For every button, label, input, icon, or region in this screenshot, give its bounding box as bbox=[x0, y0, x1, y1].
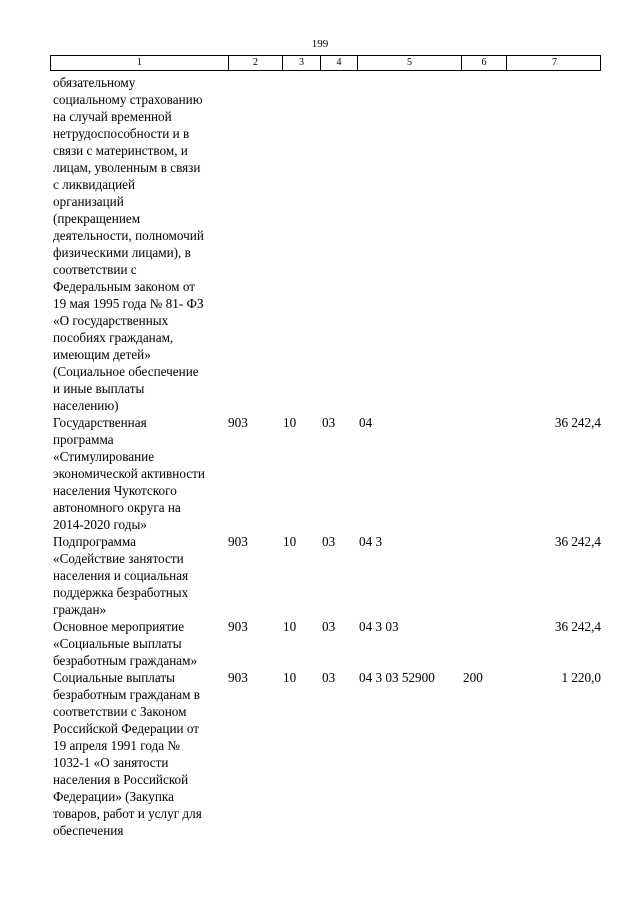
description-line: обязательному bbox=[53, 75, 136, 90]
header-cell-6: 6 bbox=[462, 56, 507, 70]
description-line: поддержка безработных bbox=[53, 585, 189, 600]
amount: 36 242,4 bbox=[554, 534, 601, 549]
description-line: «Стимулирование bbox=[53, 449, 155, 464]
description-line: лицам, уволенным в связи bbox=[53, 160, 201, 175]
description-line: (Социальное обеспечение bbox=[53, 364, 199, 379]
description-line: имеющим детей» bbox=[53, 347, 151, 362]
description-line: Российской Федерации от bbox=[53, 721, 200, 736]
subsection-code: 03 bbox=[322, 534, 336, 549]
description-line: на случай временной bbox=[53, 109, 172, 124]
description-line: населения Чукотского bbox=[53, 483, 177, 498]
target-article-code: 04 3 bbox=[359, 534, 383, 549]
row-description bbox=[53, 74, 231, 414]
description-line: Социальные выплаты bbox=[53, 670, 175, 685]
section-code: 10 bbox=[283, 670, 297, 685]
row-description bbox=[53, 669, 231, 839]
description-line: Федерации» (Закупка bbox=[53, 789, 174, 804]
header-cell-3: 3 bbox=[283, 56, 321, 70]
description-line: организаций bbox=[53, 194, 124, 209]
ministry-code: 903 bbox=[228, 534, 248, 549]
row-description bbox=[53, 414, 231, 533]
header-cell-5: 5 bbox=[358, 56, 462, 70]
target-article-code: 04 bbox=[359, 415, 373, 430]
description-line: «Социальные выплаты bbox=[53, 636, 182, 651]
description-line: соответствии с bbox=[53, 262, 137, 277]
description-line: деятельности, полномочий bbox=[53, 228, 204, 243]
ministry-code: 903 bbox=[228, 619, 248, 634]
ministry-code: 903 bbox=[228, 415, 248, 430]
description-line: населению) bbox=[53, 398, 119, 413]
target-article-code: 04 3 03 52900 bbox=[359, 670, 435, 685]
subsection-code: 03 bbox=[322, 619, 336, 634]
description-line: связи с материнством, и bbox=[53, 143, 188, 158]
description-line: нетрудоспособности и в bbox=[53, 126, 190, 141]
subsection-code: 03 bbox=[322, 415, 336, 430]
page-number: 199 bbox=[311, 38, 329, 50]
table-row bbox=[50, 669, 601, 839]
header-cell-1: 1 bbox=[51, 56, 229, 70]
description-line: автономного округа на bbox=[53, 500, 181, 515]
table-row bbox=[50, 74, 601, 414]
description-line: программа bbox=[53, 432, 114, 447]
subsection-code: 03 bbox=[322, 670, 336, 685]
description-line: безработным гражданам в bbox=[53, 687, 200, 702]
description-line: Основное мероприятие bbox=[53, 619, 185, 634]
description-line: социальному страхованию bbox=[53, 92, 203, 107]
target-article-code: 04 3 03 bbox=[359, 619, 399, 634]
table-header bbox=[50, 55, 601, 71]
description-line: 19 мая 1995 года № 81- ФЗ bbox=[53, 296, 204, 311]
header-cell-4: 4 bbox=[321, 56, 358, 70]
row-description bbox=[53, 618, 231, 669]
description-line: граждан» bbox=[53, 602, 107, 617]
description-line: населения и социальная bbox=[53, 568, 189, 583]
description-line: с ликвидацией bbox=[53, 177, 136, 192]
table-row bbox=[50, 414, 601, 533]
section-code: 10 bbox=[283, 619, 297, 634]
amount: 1 220,0 bbox=[561, 670, 601, 685]
description-line: населения в Российской bbox=[53, 772, 189, 787]
header-cell-7: 7 bbox=[552, 57, 557, 68]
description-line: Федеральным законом от bbox=[53, 279, 195, 294]
description-line: пособиях гражданам, bbox=[53, 330, 174, 345]
section-code: 10 bbox=[283, 534, 297, 549]
description-line: обеспечения bbox=[53, 823, 124, 838]
section-code: 10 bbox=[283, 415, 297, 430]
description-line: Подпрограмма bbox=[53, 534, 137, 549]
description-line: товаров, работ и услуг для bbox=[53, 806, 202, 821]
header-cell-2: 2 bbox=[229, 56, 283, 70]
description-line: «О государственных bbox=[53, 313, 169, 328]
description-line: 1032-1 «О занятости bbox=[53, 755, 169, 770]
description-line: экономической активности bbox=[53, 466, 205, 481]
row-description bbox=[53, 533, 231, 618]
description-line: безработным гражданам» bbox=[53, 653, 198, 668]
table-row bbox=[50, 618, 601, 669]
description-line: Государственная bbox=[53, 415, 147, 430]
expense-type-code: 200 bbox=[463, 670, 483, 685]
table-row bbox=[50, 533, 601, 618]
description-line: и иные выплаты bbox=[53, 381, 145, 396]
amount: 36 242,4 bbox=[554, 619, 601, 634]
description-line: 19 апреля 1991 года № bbox=[53, 738, 181, 753]
description-line: физическими лицами), в bbox=[53, 245, 191, 260]
description-line: соответствии с Законом bbox=[53, 704, 187, 719]
description-line: (прекращением bbox=[53, 211, 141, 226]
description-line: 2014-2020 годы» bbox=[53, 517, 147, 532]
amount: 36 242,4 bbox=[554, 415, 601, 430]
ministry-code: 903 bbox=[228, 670, 248, 685]
description-line: «Содействие занятости bbox=[53, 551, 184, 566]
